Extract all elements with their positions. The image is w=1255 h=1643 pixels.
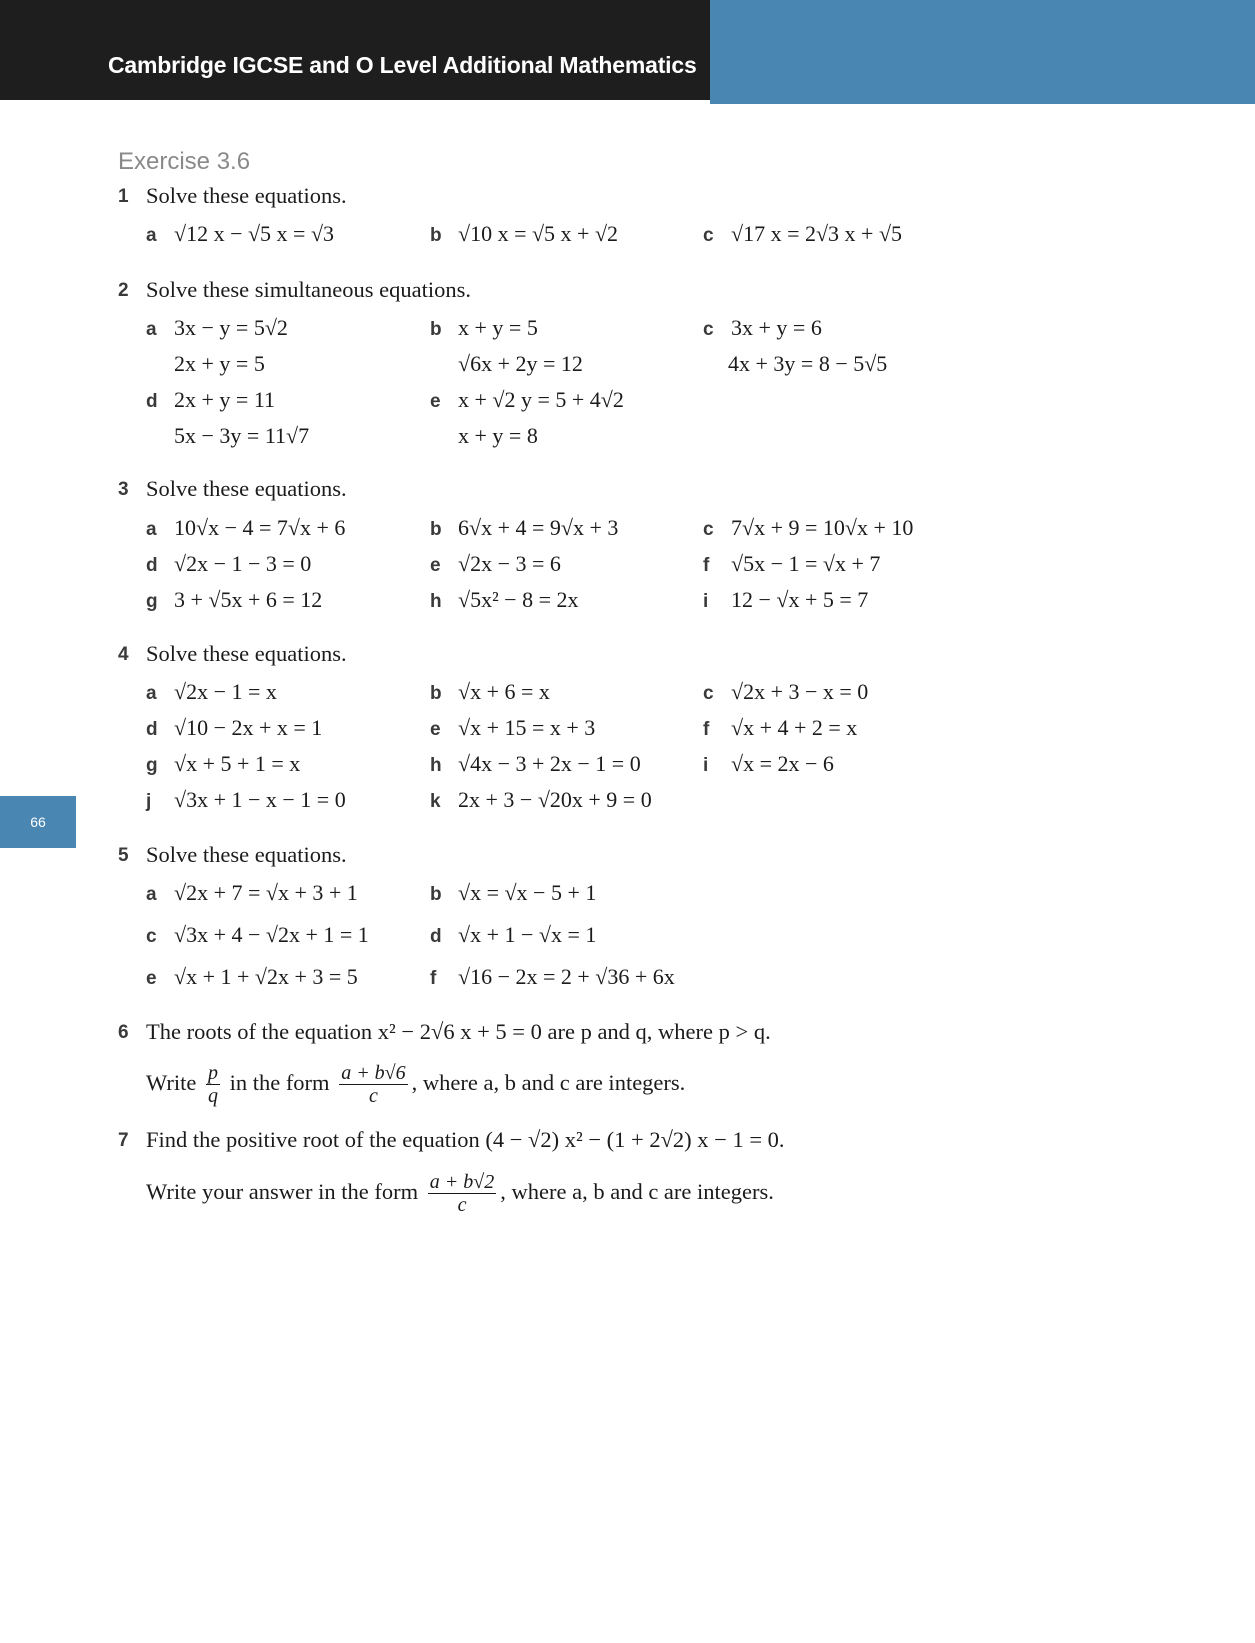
question-number-2: 2 [118,280,129,301]
q5-part-f [430,959,675,997]
text: in the form [229,1070,330,1095]
q3-part-h [430,582,578,620]
part-label: h [430,591,442,612]
equation: √17 x = 2√3 x + √5 [731,221,903,246]
question-number-3: 3 [118,479,129,500]
q5-part-a [146,875,358,913]
part-label: i [703,591,709,612]
fraction-p-over-q [206,1062,220,1107]
equation: √x = √x − 5 + 1 [458,880,597,905]
q2-part-a-eq2: 2x + y = 5 [174,351,265,376]
q1-part-c [703,216,902,254]
numerator: a + b√6 [341,1062,406,1085]
equation: √5x² − 8 = 2x [458,587,579,612]
q2-part-b [430,310,538,348]
q3-part-i [703,582,868,620]
equation: 12 − √x + 5 = 7 [731,587,869,612]
equation: √x = 2x − 6 [731,751,834,776]
q2-part-d-eq2: 5x − 3y = 11√7 [174,423,310,448]
q3-part-c [703,510,913,548]
numerator: p [207,1062,218,1085]
question-number-1: 1 [118,186,129,207]
q5-part-d [430,917,596,955]
part-label: g [146,591,158,612]
equation: 7√x + 9 = 10√x + 10 [731,515,914,540]
part-label: h [430,755,442,776]
part-label: a [146,225,157,246]
part-label: f [703,719,710,740]
fraction-form [339,1062,407,1107]
part-label: d [146,719,158,740]
q1-part-b [430,216,618,254]
fraction-form [428,1171,496,1216]
part-label: k [430,791,441,812]
text: , where a, b and c are integers. [411,1070,686,1095]
denominator: q [207,1085,218,1108]
question-number-5: 5 [118,845,129,866]
equation: √x + 5 + 1 = x [174,751,301,776]
equation-1: 3x + y = 6 [731,315,822,340]
equation: √2x + 7 = √x + 3 + 1 [174,880,358,905]
part-label: e [430,391,441,412]
q4-part-i [703,746,834,784]
text: Write [146,1070,197,1095]
equation-1: x + y = 5 [458,315,538,340]
question-number-7: 7 [118,1130,129,1151]
equation: √2x − 1 − 3 = 0 [174,551,312,576]
part-label: c [703,519,714,540]
q1-part-a [146,216,334,254]
equation: √10 − 2x + x = 1 [174,715,323,740]
equation: √x + 1 − √x = 1 [458,922,597,947]
question-number-6: 6 [118,1022,129,1043]
q2-part-e-eq2: x + y = 8 [458,423,538,448]
numerator: a + b√2 [429,1171,495,1194]
equation: √12 x − √5 x = √3 [174,221,335,246]
part-label: b [430,319,442,340]
q3-part-d [146,546,311,584]
equation: √5x − 1 = √x + 7 [731,551,881,576]
q2-part-d [146,382,275,420]
part-label: d [146,555,158,576]
equation-1: 2x + y = 11 [174,387,275,412]
equation: √x + 1 + √2x + 3 = 5 [174,964,358,989]
book-title: Cambridge IGCSE and O Level Additional Mathematics [108,52,697,78]
equation: √x + 4 + 2 = x [731,715,858,740]
q3-part-f [703,546,880,584]
question-4-text: Solve these equations. [146,641,347,666]
q2-part-a [146,310,288,348]
q4-part-a [146,674,277,712]
q5-part-b [430,875,596,913]
denominator: c [457,1194,467,1217]
equation: √x + 15 = x + 3 [458,715,596,740]
part-label: b [430,683,442,704]
part-label: c [703,683,714,704]
part-label: d [430,926,442,947]
question-7-line-2 [146,1167,774,1217]
q2-part-c [703,310,822,348]
equation: √3x + 1 − x − 1 = 0 [174,787,346,812]
part-label: g [146,755,158,776]
page-number-tab [0,796,76,848]
q4-part-c [703,674,868,712]
part-label: j [146,791,152,812]
equation-1: 3x − y = 5√2 [174,315,288,340]
question-6-line-1: The roots of the equation x² − 2√6 x + 5 = 0 are p and q, where p > q. [146,1019,771,1044]
q4-part-h [430,746,641,784]
part-label: e [430,555,441,576]
question-7-line-1: Find the positive root of the equation (4 − √2) x² − (1 + 2√2) x − 1 = 0. [146,1127,785,1152]
part-label: d [146,391,158,412]
denominator: c [368,1085,378,1108]
equation: √16 − 2x = 2 + √36 + 6x [458,964,675,989]
question-3-text: Solve these equations. [146,476,347,501]
part-label: f [430,968,437,989]
equation: √2x + 3 − x = 0 [731,679,869,704]
equation: 2x + 3 − √20x + 9 = 0 [458,787,652,812]
part-label: c [703,225,714,246]
equation: √x + 6 = x [458,679,550,704]
equation: 10√x − 4 = 7√x + 6 [174,515,346,540]
equation: 6√x + 4 = 9√x + 3 [458,515,619,540]
q2-part-b-eq2: √6x + 2y = 12 [458,351,583,376]
q4-part-e [430,710,595,748]
part-label: c [703,319,714,340]
question-6-line-2 [146,1058,685,1108]
q3-part-b [430,510,618,548]
question-5-text: Solve these equations. [146,842,347,867]
q4-part-j [146,782,346,820]
question-1-text: Solve these equations. [146,183,347,208]
equation: √4x − 3 + 2x − 1 = 0 [458,751,641,776]
q3-part-e [430,546,561,584]
q4-part-f [703,710,857,748]
question-2-text: Solve these simultaneous equations. [146,277,471,302]
q2-part-e [430,382,624,420]
part-label: b [430,519,442,540]
equation: √2x − 3 = 6 [458,551,561,576]
q3-part-g [146,582,322,620]
q5-part-c [146,917,369,955]
q4-part-k [430,782,652,820]
equation: √2x − 1 = x [174,679,277,704]
part-label: a [146,319,157,340]
part-label: i [703,755,709,776]
q3-part-a [146,510,345,548]
q5-part-e [146,959,358,997]
part-label: b [430,884,442,905]
equation: √3x + 4 − √2x + 1 = 1 [174,922,369,947]
equation: √10 x = √5 x + √2 [458,221,619,246]
part-label: e [146,968,157,989]
equation-1: x + √2 y = 5 + 4√2 [458,387,624,412]
exercise-title: Exercise 3.6 [118,148,251,175]
page-number: 66 [30,814,46,830]
part-label: a [146,519,157,540]
header-accent-bar [710,0,1255,104]
q4-part-d [146,710,322,748]
part-label: a [146,884,157,905]
part-label: c [146,926,157,947]
part-label: f [703,555,710,576]
text: , where a, b and c are integers. [500,1179,774,1204]
part-label: a [146,683,157,704]
text: Write your answer in the form [146,1179,419,1204]
equation: 3 + √5x + 6 = 12 [174,587,323,612]
question-number-4: 4 [118,644,129,665]
part-label: e [430,719,441,740]
q4-part-b [430,674,550,712]
q2-part-c-eq2: 4x + 3y = 8 − 5√5 [728,351,888,376]
header-bar [0,0,710,100]
q4-part-g [146,746,300,784]
part-label: b [430,225,442,246]
